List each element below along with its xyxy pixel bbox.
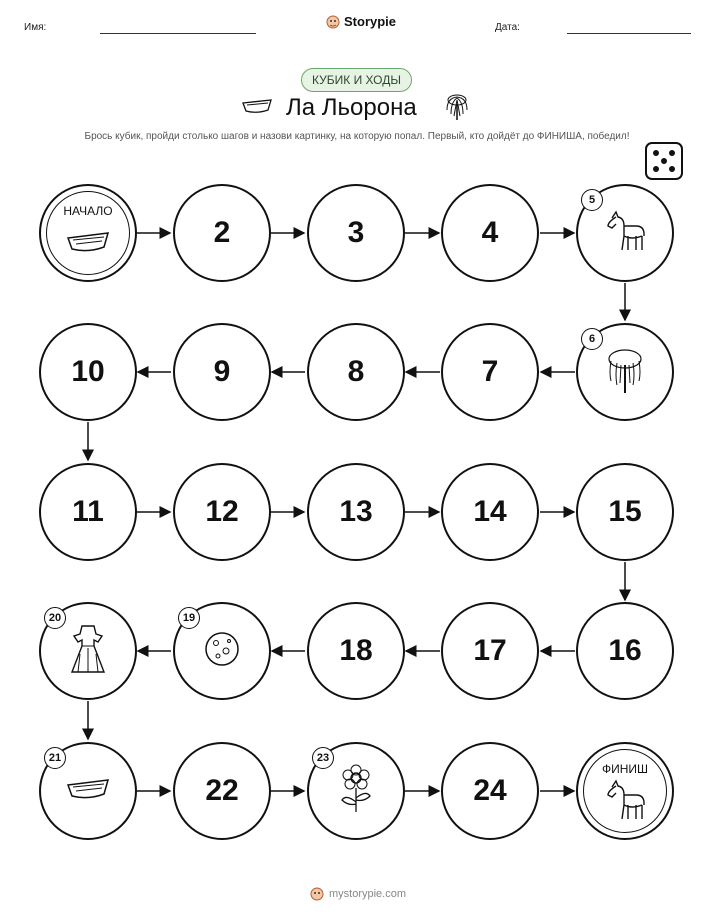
board-cell-22[interactable] xyxy=(173,742,271,840)
boat-icon xyxy=(66,229,110,260)
board-cell-4[interactable] xyxy=(441,184,539,282)
horse-icon xyxy=(602,779,648,826)
cell-number: 16 xyxy=(608,634,642,667)
cell-number: 7 xyxy=(481,355,499,388)
horse-icon xyxy=(602,210,648,257)
footer xyxy=(310,887,406,901)
board-cell-25[interactable] xyxy=(576,742,674,840)
cell-number: 14 xyxy=(473,495,507,528)
board-cell-17[interactable] xyxy=(441,602,539,700)
cell-step-number: 21 xyxy=(44,747,66,769)
cell-step-number: 19 xyxy=(178,607,200,629)
cell-number: 24 xyxy=(473,774,507,807)
cell-number: 3 xyxy=(347,216,365,249)
board-cell-19[interactable] xyxy=(173,602,271,700)
cell-number: 4 xyxy=(481,216,499,249)
cell-number: 13 xyxy=(339,495,373,528)
board-cell-15[interactable] xyxy=(576,463,674,561)
board-cell-12[interactable] xyxy=(173,463,271,561)
cell-number: 15 xyxy=(608,495,642,528)
cell-label: ФИНИШ xyxy=(601,762,649,776)
board-cell-9[interactable] xyxy=(173,323,271,421)
board-cell-6[interactable] xyxy=(576,323,674,421)
date-label: Дата: xyxy=(495,22,520,33)
cell-step-number: 6 xyxy=(581,328,603,350)
board-cell-21[interactable] xyxy=(39,742,137,840)
cell-number: 18 xyxy=(339,634,373,667)
board-cell-23[interactable] xyxy=(307,742,405,840)
brand-name: Storypie xyxy=(344,14,397,29)
cell-number: 10 xyxy=(71,355,105,388)
dress-icon xyxy=(68,624,108,679)
boat-icon xyxy=(66,776,110,807)
board-cell-11[interactable] xyxy=(39,463,137,561)
board-cell-20[interactable] xyxy=(39,602,137,700)
board-cell-7[interactable] xyxy=(441,323,539,421)
cell-step-number: 5 xyxy=(581,189,603,211)
storypie-mascot-icon xyxy=(310,887,324,901)
cell-number: 9 xyxy=(213,355,231,388)
board-cell-1[interactable] xyxy=(39,184,137,282)
category-badge: КУБИК И ХОДЫ xyxy=(301,68,412,92)
board-cell-24[interactable] xyxy=(441,742,539,840)
flower-icon xyxy=(334,764,378,819)
cell-number: 22 xyxy=(205,774,239,807)
board-cell-14[interactable] xyxy=(441,463,539,561)
cell-number: 11 xyxy=(72,495,104,528)
board-cell-13[interactable] xyxy=(307,463,405,561)
cell-step-number: 20 xyxy=(44,607,66,629)
cell-number: 8 xyxy=(347,355,365,388)
board-cell-10[interactable] xyxy=(39,323,137,421)
cell-label: НАЧАЛО xyxy=(63,204,113,218)
board-cell-18[interactable] xyxy=(307,602,405,700)
willow-icon xyxy=(603,345,647,400)
instructions-text: Брось кубик, пройди столько шагов и назови картинку, на которую попал. Первый, кто дойдёт до ФИНИША, победил! xyxy=(84,131,630,142)
cell-step-number: 23 xyxy=(312,747,334,769)
cell-number: 17 xyxy=(473,634,507,667)
moon-icon xyxy=(202,629,242,674)
footer-url[interactable]: mystorypie.com xyxy=(329,888,407,900)
board-cell-8[interactable] xyxy=(307,323,405,421)
board-cell-16[interactable] xyxy=(576,602,674,700)
page-title: Ла Льорона xyxy=(286,94,417,121)
cell-number: 2 xyxy=(213,216,231,249)
board-cell-3[interactable] xyxy=(307,184,405,282)
name-label: Имя: xyxy=(24,22,47,33)
board-cell-2[interactable] xyxy=(173,184,271,282)
cell-number: 12 xyxy=(205,495,239,528)
board-cell-5[interactable] xyxy=(576,184,674,282)
